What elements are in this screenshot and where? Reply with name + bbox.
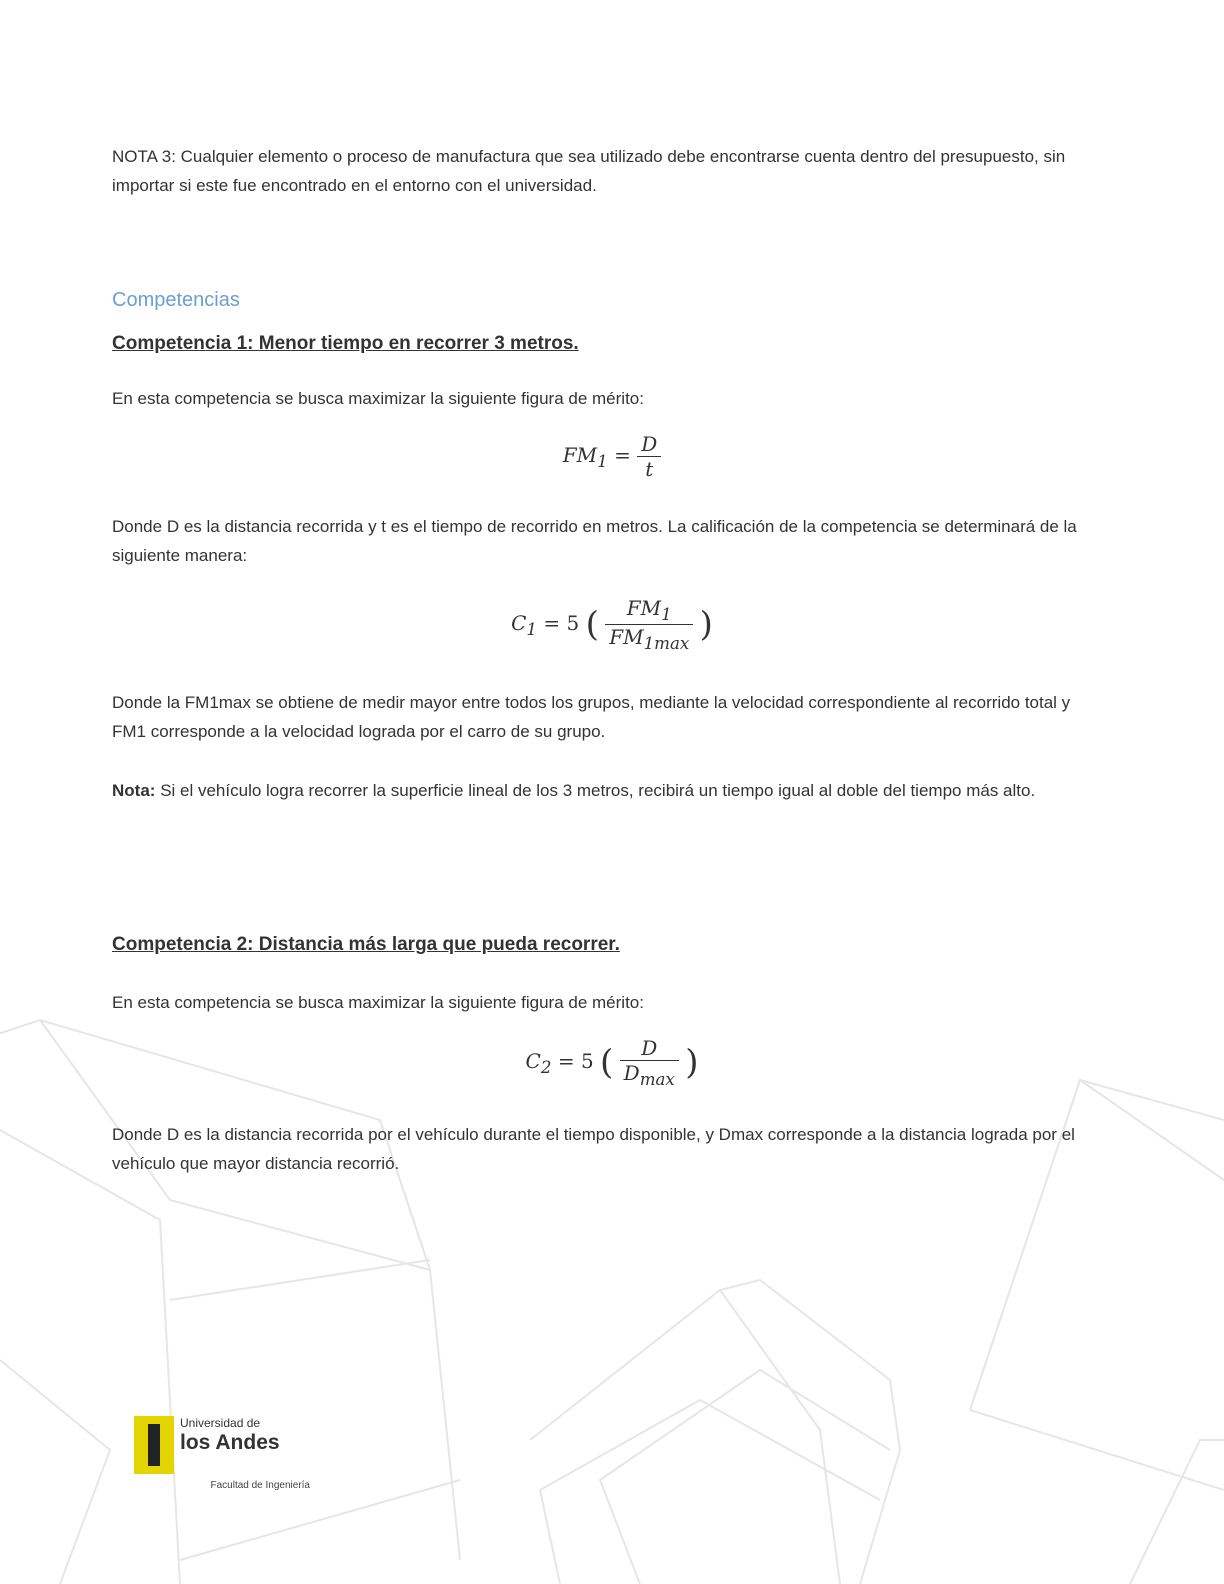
competencia-1-note <box>112 776 1097 805</box>
logo-line-3: Facultad de Ingeniería <box>210 1480 310 1491</box>
university-logo <box>134 1416 314 1494</box>
competencia-1-explanation: Donde la FM1max se obtiene de medir mayor entre todos los grupos, mediante la velocidad correspondiente al recorrido total y FM1 corresponde a la velocidad lograda por el carro de su grupo. <box>112 693 1071 741</box>
section-title-competencias: Competencias <box>112 289 240 311</box>
note-3-paragraph: NOTA 3: Cualquier elemento o proceso de manufactura que sea utilizado debe encontrarse cuenta dentro del presupuesto, sin importar si este fue encontrado en el entorno con el universidad. <box>112 147 1066 195</box>
competencia-2-title: Competencia 2: Distancia más larga que pueda recorrer. <box>112 934 620 955</box>
formula-c2-denominator <box>620 1061 679 1089</box>
competencia-1-title: Competencia 1: Menor tiempo en recorrer 3 metros. <box>112 333 579 354</box>
formula-c1-num-text: FM <box>626 596 662 620</box>
note-label: Nota: <box>112 781 156 800</box>
formula-fm1-lhs-sub: 1 <box>597 452 608 471</box>
formula-c1-den-sub: 1max <box>643 634 690 653</box>
formula-c1-num-sub: 1 <box>661 605 672 624</box>
formula-c2-coefficient: 5 <box>580 1049 594 1073</box>
note-text: Si el vehículo logra recorrer la superficie lineal de los 3 metros, recibirá un tiempo igual al doble del tiempo más alto. <box>160 781 1036 800</box>
formula-c2-den-sub: max <box>639 1070 675 1089</box>
formula-c2-numerator: D <box>620 1036 679 1061</box>
competencia-1-definition: Donde D es la distancia recorrida y t es el tiempo de recorrido en metros. La calificación de la competencia se determinará de la siguiente manera: <box>112 517 1077 565</box>
logo-line-2: los Andes <box>180 1431 280 1454</box>
formula-c2: $C_2 = 5$ ( $\frac{D}{D_{max}}$ ) <box>525 1036 699 1089</box>
formula-c2-lhs: C <box>525 1049 541 1073</box>
formula-c2-lhs-sub: 2 <box>540 1058 552 1077</box>
competencia-2-explanation: Donde D es la distancia recorrida por el vehículo durante el tiempo disponible, y Dmax corresponde a la distancia lograda por el vehículo que mayor distancia recorrió. <box>112 1125 1075 1173</box>
formula-c1-denominator <box>605 625 693 653</box>
formula-fm1-numerator: D <box>637 432 661 457</box>
logo-line-1: Universidad de <box>180 1416 261 1430</box>
competencia-1-intro: En esta competencia se busca maximizar la siguiente figura de mérito: <box>112 389 644 408</box>
formula-fm1: $FM_1$ = $\frac{D}{t}$ <box>0 432 1224 481</box>
formula-c2-fraction <box>620 1036 679 1089</box>
logo-wordmark <box>180 1416 280 1456</box>
formula-c2-den-text: D <box>623 1061 640 1085</box>
formula-c1-lhs: C <box>511 611 527 635</box>
formula-fm1-denominator: t <box>645 457 654 481</box>
formula-fm1-fraction <box>637 432 661 481</box>
competencia-2-intro: En esta competencia se busca maximizar la siguiente figura de mérito: <box>112 993 644 1012</box>
formula-fm1-lhs: FM <box>562 443 598 467</box>
formula-c1-lhs-sub: 1 <box>526 620 537 639</box>
logo-mark-icon <box>134 1416 174 1474</box>
formula-c1-fraction <box>605 596 693 653</box>
formula-c1-den-text: FM <box>609 625 644 649</box>
formula-c1-coefficient: 5 <box>566 611 580 635</box>
formula-c1-numerator <box>605 596 693 625</box>
formula-c1: $C_1 = 5$ ( $\frac{FM_1}{FM_{1max}}$ ) <box>511 596 713 653</box>
